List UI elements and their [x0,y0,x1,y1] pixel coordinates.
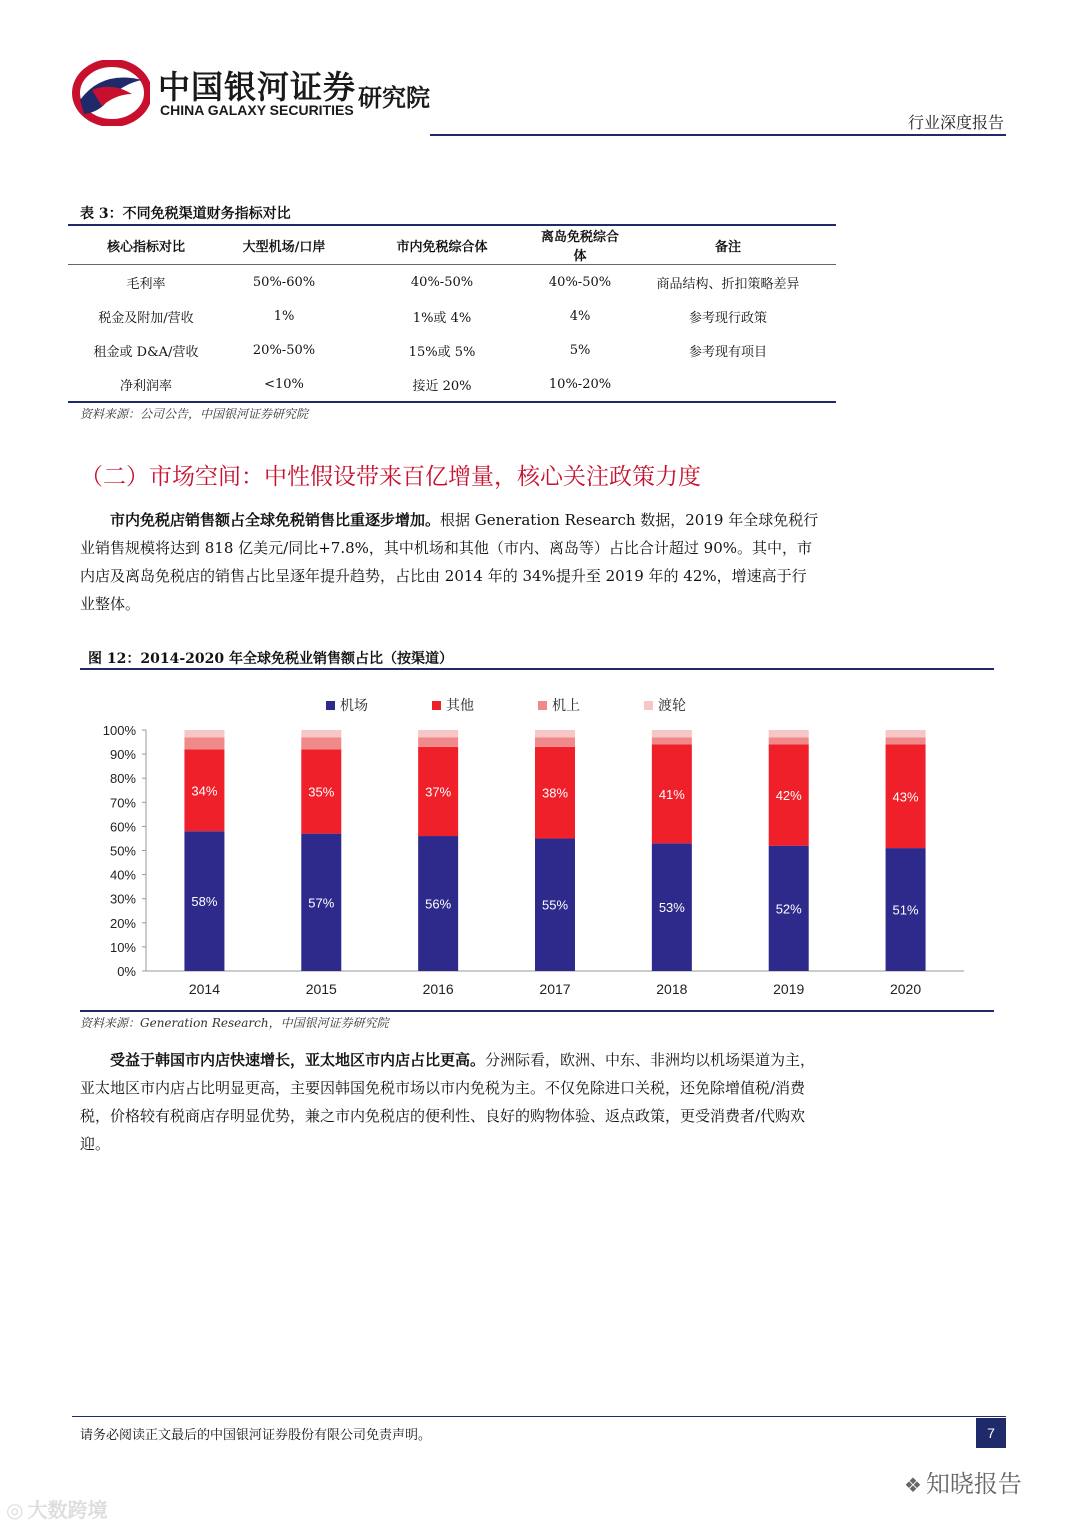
y-tick-label: 30% [109,891,136,907]
table-source: 资料来源：公司公告，中国银河证券研究院 [80,407,309,421]
stacked-bar-chart [80,690,994,1010]
table-cell: 50%-60% [252,274,316,290]
legend-label: 机上 [552,698,580,714]
table-cell: <10% [224,367,344,402]
table-row [68,265,836,300]
legend-swatch [538,701,547,710]
table-cell: 净利润率 [68,367,224,402]
bar-segment [535,737,575,747]
brand-name-en: CHINA GALAXY SECURITIES [160,102,354,118]
x-tick-label: 2019 [773,981,805,997]
x-tick-label: 2016 [422,981,454,997]
bar-segment [652,730,692,737]
data-label: 55% [541,897,569,913]
x-tick-label: 2018 [656,981,688,997]
page-number: 7 [976,1418,1006,1448]
figure-rule [80,1010,994,1012]
bar-segment [301,737,341,749]
y-tick-label: 70% [109,795,136,811]
y-tick-label: 80% [109,771,136,787]
table-cell: 15%或 5% [408,344,476,360]
legend-swatch [644,701,653,710]
figure-rule [80,668,994,670]
table-cell: 5% [569,342,591,358]
body-paragraph [80,506,820,618]
paragraph-lead: 受益于韩国市内店快速增长，亚太地区市内店占比更高。 [110,1051,486,1069]
bar-segment [769,737,809,744]
table-header-cell: 大型机场/口岸 [224,225,344,265]
data-label: 43% [892,789,919,805]
section-title: （二）市场空间：中性假设带来百亿增量，核心关注政策力度 [80,464,701,490]
bar-segment [184,737,224,749]
x-tick-label: 2015 [305,981,337,997]
data-label: 42% [775,788,802,804]
data-label: 35% [308,784,335,800]
legend-label: 渡轮 [658,698,686,714]
table-cell: 参考现有项目 [688,344,767,360]
paragraph-body: 根据 Generation Research 数据，2019 年全球免税行业销售规模将达到 818 亿美元/同比+7.8%，其中机场和其他（市内、离岛等）占比合计超过 90%。其中，市内店及离岛免税店的销售占比呈逐年提升趋势，占比由 2014 年的 34%提升至 2019 年的 42%，增速高于行业整体。 [80,511,819,613]
table-cell: 接近 20% [344,367,540,402]
x-tick-label: 2017 [539,981,571,997]
data-label: 37% [425,784,452,800]
y-tick-label: 20% [109,915,136,931]
legend-label: 其他 [446,698,474,714]
x-tick-label: 2020 [889,981,922,997]
report-type: 行业深度报告 [907,113,1004,132]
table-row [68,299,836,333]
table-row [68,367,836,402]
watermark-right [904,1464,1022,1499]
table-cell: 参考现行政策 [688,310,767,326]
y-tick-label: 0% [117,964,136,979]
table-cell: 租金或 D&A/营收 [93,344,199,360]
footer-rule [72,1416,1006,1417]
legend-swatch [326,701,335,710]
paragraph-lead: 市内免税店销售额占全球免税销售比重逐步增加。 [110,511,441,529]
header-rule [430,134,1006,136]
data-label: 58% [191,894,218,910]
wechat-icon: ❖ [904,1473,922,1497]
table-header-cell: 市内免税综合体 [344,225,540,265]
table-cell: 商品结构、折扣策略差异 [656,276,800,292]
table-header-cell: 核心指标对比 [68,225,224,265]
bar-segment [418,737,458,747]
table-cell: 40%-50% [410,274,474,290]
y-tick-label: 90% [109,747,136,763]
y-tick-label: 40% [109,867,136,883]
x-tick-label: 2014 [188,981,221,997]
bar-segment [769,730,809,737]
bar-segment [418,730,458,737]
table-cell [620,367,836,402]
table-header-cell: 备注 [620,225,836,265]
table-cell: 1% [273,308,295,324]
watermark-text: 大数跨境 [27,1498,108,1522]
data-label: 56% [425,896,452,912]
table-cell: 40%-50% [548,274,612,290]
table-title: 表 3：不同免税渠道财务指标对比 [80,206,291,222]
figure-source: 资料来源：Generation Research，中国银河证券研究院 [80,1016,389,1030]
disclaimer: 请务必阅读正文最后的中国银河证券股份有限公司免责声明。 [80,1428,432,1443]
data-label: 57% [308,895,335,911]
data-label: 38% [541,785,569,801]
bar-segment [184,730,224,737]
bar-segment [652,737,692,744]
table-cell: 10%-20% [540,367,620,402]
table-cell: 税金及附加/营收 [98,310,194,326]
financial-metrics-table [68,224,836,403]
bar-segment [301,730,341,737]
company-logo [72,60,150,126]
paragraph-body: 分洲际看，欧洲、中东、非洲均以机场渠道为主，亚太地区市内店占比明显更高，主要因韩国免税市场以市内免税为主。不仅免除进口关税，还免除增值税/消费税，价格较有税商店存明显优势，兼之市内免税店的便利性、良好的购物体验、返点政策，更受消费者/代购欢迎。 [80,1051,816,1153]
data-label: 34% [191,783,218,799]
bar-segment [886,737,926,744]
y-tick-label: 100% [102,723,136,738]
table-cell: 20%-50% [252,342,316,358]
bar-segment [886,730,926,737]
legend-swatch [432,701,441,710]
weibo-icon: ◎ [6,1498,24,1522]
y-tick-label: 50% [109,843,136,859]
table-header-cell: 离岛免税综合体 [540,225,620,265]
legend-label: 机场 [340,698,368,714]
data-label: 53% [658,900,685,916]
data-label: 41% [658,786,685,802]
table-header-row [68,225,836,265]
table-row [68,333,836,367]
y-tick-label: 10% [109,939,136,955]
y-tick-label: 60% [109,819,136,835]
brand-institute: 研究院 [358,84,430,112]
table-cell: 4% [569,308,591,324]
table-cell: 1%或 4% [412,310,472,326]
brand-name-cn: 中国银河证券 [158,68,357,106]
data-label: 51% [892,902,919,918]
figure-title: 图 12：2014-2020 年全球免税业销售额占比（按渠道） [88,651,453,667]
watermark-left [6,1494,107,1523]
data-label: 52% [775,901,802,917]
body-paragraph [80,1046,820,1158]
table-cell: 毛利率 [126,276,166,292]
bar-segment [535,730,575,737]
watermark-text: 知晓报告 [925,1470,1022,1498]
